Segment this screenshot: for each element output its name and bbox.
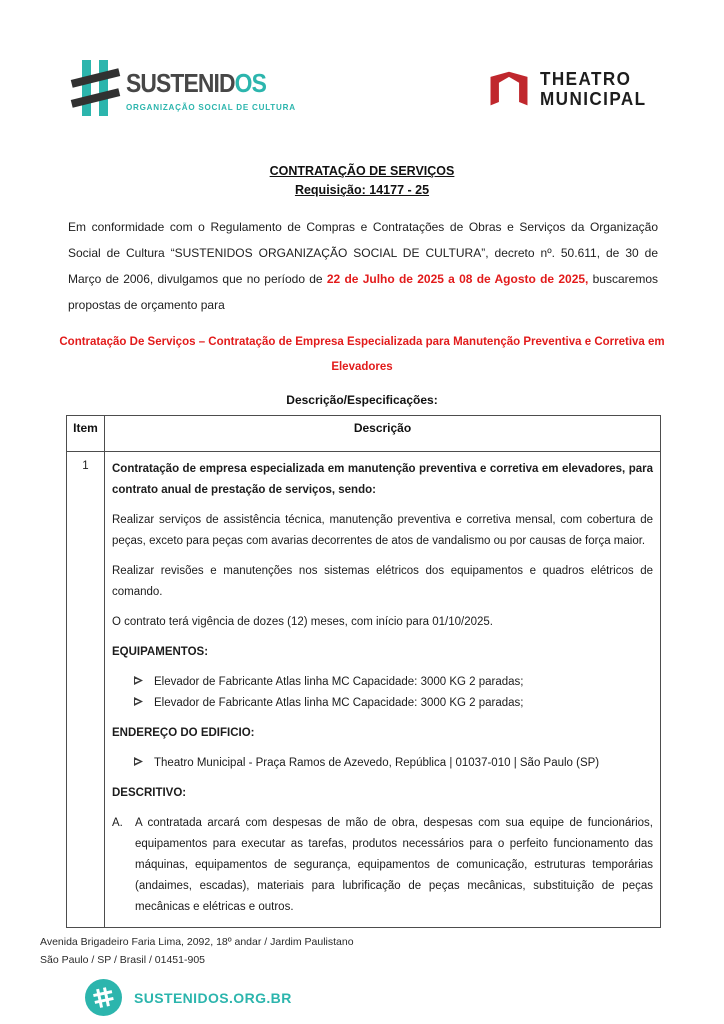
descritivo-heading: DESCRITIVO:	[112, 787, 187, 799]
arrowhead-bullet-icon	[134, 697, 143, 706]
footer-website: SUSTENIDOS.ORG.BR	[134, 989, 292, 1006]
column-header-descricao: Descrição	[105, 416, 661, 452]
sustenidos-tagline: ORGANIZAÇÃO SOCIAL DE CULTURA	[126, 102, 296, 112]
sustenidos-wordmark: SUSTENIDOS	[126, 68, 266, 98]
page-footer	[40, 934, 724, 1016]
table-header-row	[67, 416, 661, 452]
theatro-municipal-logo	[488, 66, 652, 112]
equipamentos-list	[112, 672, 653, 714]
arrowhead-bullet-icon	[134, 757, 143, 766]
item-number-cell: 1	[67, 452, 105, 928]
equipamentos-heading: EQUIPAMENTOS:	[112, 646, 209, 658]
endereco-heading: ENDEREÇO DO EDIFICIO:	[112, 727, 255, 739]
header-logos	[0, 58, 724, 124]
footer-address-line2: São Paulo / SP / Brasil / 01451-905	[40, 953, 205, 966]
footer-brand	[85, 979, 724, 1016]
row-paragraph-3: O contrato terá vigência de dozes (12) meses, com início para 01/10/2025.	[112, 616, 493, 628]
endereco-list	[112, 753, 653, 774]
arrowhead-bullet-icon	[134, 676, 143, 685]
sustenidos-circle-hash-icon	[85, 979, 122, 1016]
row-paragraph-2: Realizar revisões e manutenções nos sistemas elétricos dos equipamentos e quadros elétricos de comando.	[112, 565, 653, 598]
footer-address	[40, 934, 724, 969]
theatro-arch-icon	[488, 66, 530, 112]
title-block	[0, 162, 724, 200]
descritivo-item-a: A. A contratada arcará com despesas de mão de obra, despesas com sua equipe de funcionários, equipamentos para executar as tarefas, produtos necessários para o perfeito funcionamento das máquinas, equipamentos de segurança, equipamentos de comunicação, estruturas temporárias (andaimes, escadas), materiais para lubrificação de peças mecânicas, substituição de peças mecânicas e elétricas e outros.	[112, 817, 653, 913]
row-paragraph-1: Realizar serviços de assistência técnica, manutenção preventiva e corretiva mensal, com cobertura de peças, exceto para peças com avarias decorrentes de atos de vandalismo ou por causas de força maior.	[112, 514, 653, 547]
page-title: CONTRATAÇÃO DE SERVIÇOS	[269, 164, 455, 178]
intro-text-end: buscaremos propostas de orçamento para	[68, 272, 658, 312]
table-row	[67, 452, 661, 928]
column-header-item: Item	[67, 416, 105, 452]
spec-label: Descrição/Especificações:	[286, 393, 438, 407]
footer-address-line1: Avenida Brigadeiro Faria Lima, 2092, 18º andar / Jardim Paulistano	[40, 936, 354, 948]
list-item: Theatro Municipal - Praça Ramos de Azevedo, República | 01037-010 | São Paulo (SP)	[134, 753, 653, 774]
service-heading: Contratação De Serviços – Contratação de Empresa Especializada para Manutenção Preventiva e Corretiva em Elevadores	[59, 336, 665, 373]
intro-text-start: Em conformidade com o Regulamento de Compras e Contratações de Obras e Serviços da Organização Social de Cultura “SUSTENIDOS ORGANIZAÇÃO SOCIAL DE CULTURA”, decreto nº. 50.611, de 30 de Março de 2006, divulgamos que no período de	[68, 220, 658, 286]
row-bold-intro: Contratação de empresa especializada em manutenção preventiva e corretiva em elevadores, para contrato anual de prestação de serviços, sendo:	[112, 463, 653, 496]
sustenidos-hash-icon	[74, 58, 118, 118]
sustenidos-logo	[74, 58, 305, 118]
period-dates: 22 de Julho de 2025 a 08 de Agosto de 2025,	[326, 272, 589, 286]
requisition-number: Requisição: 14177 - 25	[294, 183, 430, 197]
list-item: Elevador de Fabricante Atlas linha MC Capacidade: 3000 KG 2 paradas;	[134, 672, 653, 693]
intro-paragraph	[68, 214, 658, 318]
description-cell	[105, 452, 661, 928]
spec-table	[66, 415, 661, 928]
theatro-wordmark: THEATRO MUNICIPAL	[539, 69, 647, 109]
list-item: Elevador de Fabricante Atlas linha MC Capacidade: 3000 KG 2 paradas;	[134, 693, 653, 714]
